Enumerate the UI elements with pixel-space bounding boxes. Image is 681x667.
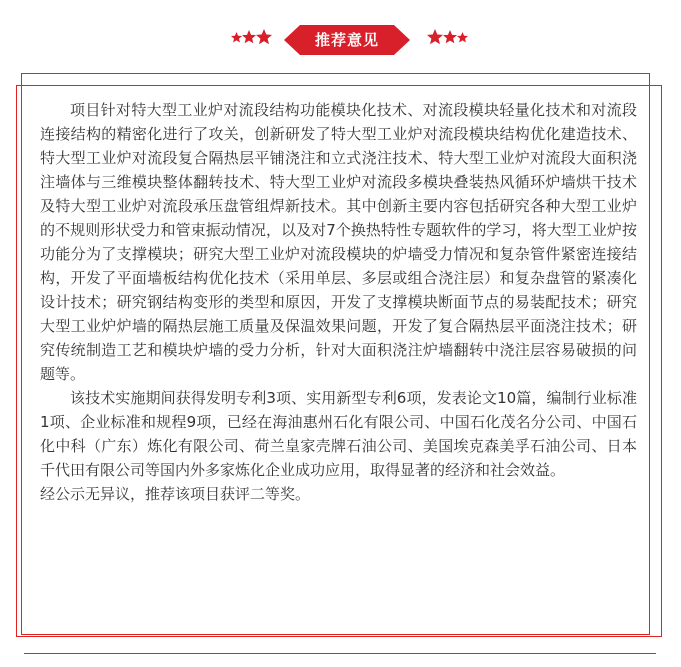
paragraph-conclusion: 经公示无异议，推荐该项目获评二等奖。	[40, 485, 311, 503]
paragraph-summary: 项目针对特大型工业炉对流段结构功能模块化技术、对流段模块轻量化技术和对流段连接结构的精密化进行了攻关，创新研发了特大型工业炉对流段模块结构优化建造技术、特大型工业炉对流段复合隔热层平铺浇注和立式浇注技术、特大型工业炉对流段大面积浇注墙体与三维模块整体翻转技术、特大型工业炉对流段多模块叠装热风循环炉墙烘干技术及特大型工业炉对流段承压盘管组焊新技术。其中创新主要内容包括研究各种大型工业炉的不规则形状受力和管束振动情况，以及对7个换热特性专题软件的学习，将大型工业炉按功能分为了支撑模块；研究大型工业炉对流段模块的炉墙受力情况和复杂管件紧密连接结构，开发了平面墙板结构优化技术（采用单层、多层或组合浇注层）和复杂盘管的紧凑化设计技术；研究钢结构变形的类型和原因，开发了支撑模块断面节点的易装配技术；研究大型工业炉炉墙的隔热层施工质量及保温效果问题，开发了复合隔热层平面浇注技术；研究传统制造工艺和模块炉墙的受力分析，针对大面积浇注炉墙翻转中浇注层容易破损的问题等。	[40, 101, 637, 383]
star-icon	[427, 29, 443, 45]
title-banner	[284, 25, 410, 55]
paragraph-achievements: 该技术实施期间获得发明专利3项、实用新型专利6项，发表论文10篇，编制行业标准1项、企业标准和规程9项，已经在海油惠州石化有限公司、中国石化茂名分公司、中国石化中科（广东）炼化有限公司、荷兰皇家壳牌石油公司、美国埃克森美孚石油公司、日本千代田有限公司等国内外多家炼化企业成功应用，取得显著的经济和社会效益。	[40, 389, 637, 479]
star-icon	[231, 32, 242, 43]
left-stars	[231, 29, 272, 45]
right-stars	[427, 29, 468, 45]
recommendation-body	[40, 98, 637, 506]
bottom-divider	[24, 653, 656, 654]
star-icon	[457, 32, 468, 43]
star-icon	[242, 30, 256, 44]
section-title: 推荐意见	[314, 31, 379, 49]
section-header	[0, 22, 681, 58]
star-icon	[256, 29, 272, 45]
star-icon	[443, 30, 457, 44]
